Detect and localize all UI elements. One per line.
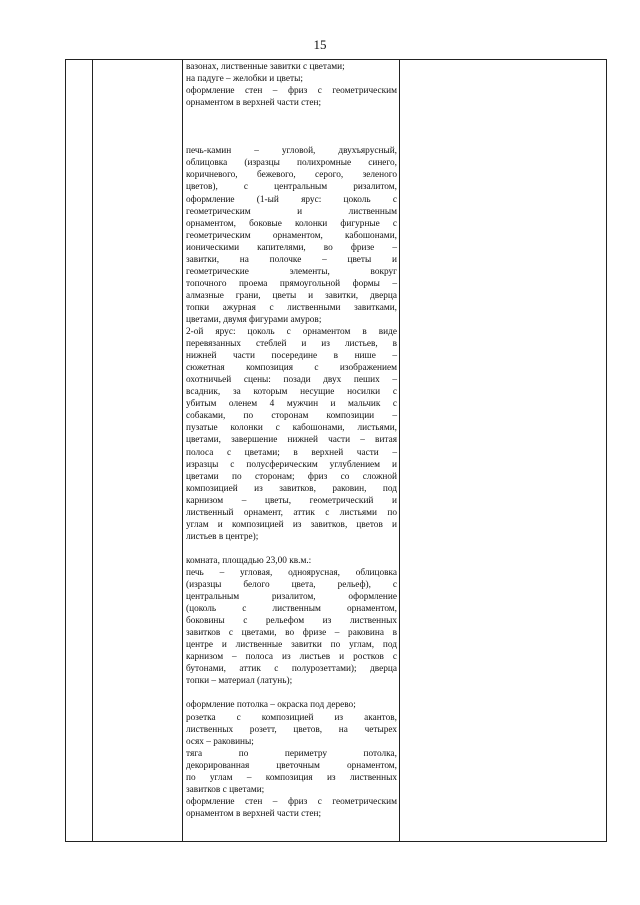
text-line: печь – угловая, одноярусная, облицовка bbox=[186, 567, 397, 578]
text-line: цветов), с центральным ризалитом, bbox=[186, 182, 397, 193]
text-line: розетка с композицией из акантов, bbox=[186, 712, 397, 723]
text-line: топки ажурная с лиственными завитками, bbox=[186, 302, 397, 313]
text-line: орнаментом, боковые колонки фигурные с bbox=[186, 218, 397, 229]
text-line: пузатые колонки с кабошонами, листьями, bbox=[186, 423, 397, 434]
text-line: убитым оленем 4 мужчин и мальчик с bbox=[186, 399, 397, 410]
text-line: оформление (1-ый ярус: цоколь с bbox=[186, 194, 397, 205]
text-line: центральным ризалитом, оформление bbox=[186, 592, 397, 603]
text-line: топочного проема прямоугольной формы – bbox=[186, 278, 397, 289]
text-line: 2-ой ярус: цоколь с орнаментом в виде bbox=[186, 327, 397, 338]
text-line: сюжетная композиция с изображением bbox=[186, 363, 397, 374]
text-line: лиственных розетт, цветов, на четырех bbox=[186, 724, 397, 735]
text-paragraph bbox=[186, 145, 397, 543]
text-line: ионическими капителями, во фризе – bbox=[186, 242, 397, 253]
text-paragraph bbox=[186, 699, 397, 819]
text-line: охотничьей сцены: позади двух пеших – bbox=[186, 375, 397, 386]
text-line: геометрическим и лиственным bbox=[186, 206, 397, 217]
text-paragraph bbox=[186, 61, 397, 109]
text-line: всадник, за которым несущие носилки с bbox=[186, 387, 397, 398]
text-line: лиственный орнамент, аттик с листьями по bbox=[186, 507, 397, 518]
text-line: топки – материал (латунь); bbox=[186, 676, 293, 687]
text-line: листьев в центре); bbox=[186, 531, 259, 542]
column-divider bbox=[399, 60, 400, 841]
page-number: 15 bbox=[313, 37, 327, 52]
text-line: композицией из завитков, раковин, под bbox=[186, 483, 397, 494]
text-line: углам и композицией из завитков, цветов и bbox=[186, 519, 397, 530]
text-paragraph bbox=[186, 555, 397, 688]
text-line: (изразцы белого цвета, рельеф), с bbox=[186, 580, 397, 591]
text-line: по углам – композиция из лиственных bbox=[186, 772, 397, 783]
text-line: оформление стен – фриз с геометрическим bbox=[186, 86, 397, 97]
text-line: оформление потолка – окраска под дерево; bbox=[186, 700, 356, 711]
text-line: на падуге – желобки и цветы; bbox=[186, 74, 303, 85]
text-line: карнизом – полоса из листьев и ростков с bbox=[186, 652, 397, 663]
text-line: геометрическим орнаментом, кабошонами, bbox=[186, 230, 397, 241]
text-line: орнаментом в верхней части стен; bbox=[186, 98, 322, 109]
text-line: цветами, двумя фигурами амуров; bbox=[186, 314, 322, 325]
text-line: изразцы с полусферическим углублением и bbox=[186, 459, 397, 470]
document-table bbox=[65, 59, 607, 842]
text-line: боковины с рельефом из лиственных bbox=[186, 616, 397, 627]
text-line: печь-камин – угловой, двухъярусный, bbox=[186, 146, 397, 157]
text-line: завитков с цветами; bbox=[186, 784, 265, 795]
paragraph-gap bbox=[186, 687, 397, 699]
text-line: тяга по периметру потолка, bbox=[186, 748, 397, 759]
text-line: алмазные грани, цветы и завитки, дверца bbox=[186, 290, 397, 301]
text-line: завитков с цветами, во фризе – раковина в bbox=[186, 628, 397, 639]
text-line: коричневого, бежевого, серого, зеленого bbox=[186, 170, 397, 181]
text-line: орнаментом в верхней части стен; bbox=[186, 808, 322, 819]
text-line: облицовка (изразцы полихромные синего, bbox=[186, 158, 397, 169]
text-line: вазонах, лиственные завитки с цветами; bbox=[186, 62, 345, 72]
paragraph-gap bbox=[186, 543, 397, 555]
text-line: (цоколь с лиственным орнаментом, bbox=[186, 604, 397, 615]
text-line: осях – раковины; bbox=[186, 736, 254, 747]
text-line: бутонами, аттик с полурозеттами); дверца bbox=[186, 664, 397, 675]
text-line: центре и лиственные завитки по углам, под bbox=[186, 640, 397, 651]
text-line: собаками, по сторонам композиции – bbox=[186, 411, 397, 422]
text-line: цветами, завершение нижней части – витая bbox=[186, 435, 397, 446]
paragraph-gap bbox=[186, 109, 397, 145]
text-line: декорированная цветочным орнаментом, bbox=[186, 760, 397, 771]
text-line: цветами по сторонам; фриз со сложной bbox=[186, 471, 397, 482]
text-line: геометрические элементы, вокруг bbox=[186, 266, 397, 277]
text-line: завитки, на полочке – цветы и bbox=[186, 254, 397, 265]
text-line: полоса с цветами; в верхней части – bbox=[186, 447, 397, 458]
column-divider bbox=[92, 60, 93, 841]
text-line: нижней части посередине в нише – bbox=[186, 351, 397, 362]
text-line: карнизом – цветы, геометрический и bbox=[186, 495, 397, 506]
column-divider bbox=[182, 60, 183, 841]
text-line: оформление стен – фриз с геометрическим bbox=[186, 796, 397, 807]
text-line: комната, площадью 23,00 кв.м.: bbox=[186, 555, 312, 566]
description-cell bbox=[186, 61, 397, 820]
text-line: перевязанных стеблей и из листьев, в bbox=[186, 339, 397, 350]
